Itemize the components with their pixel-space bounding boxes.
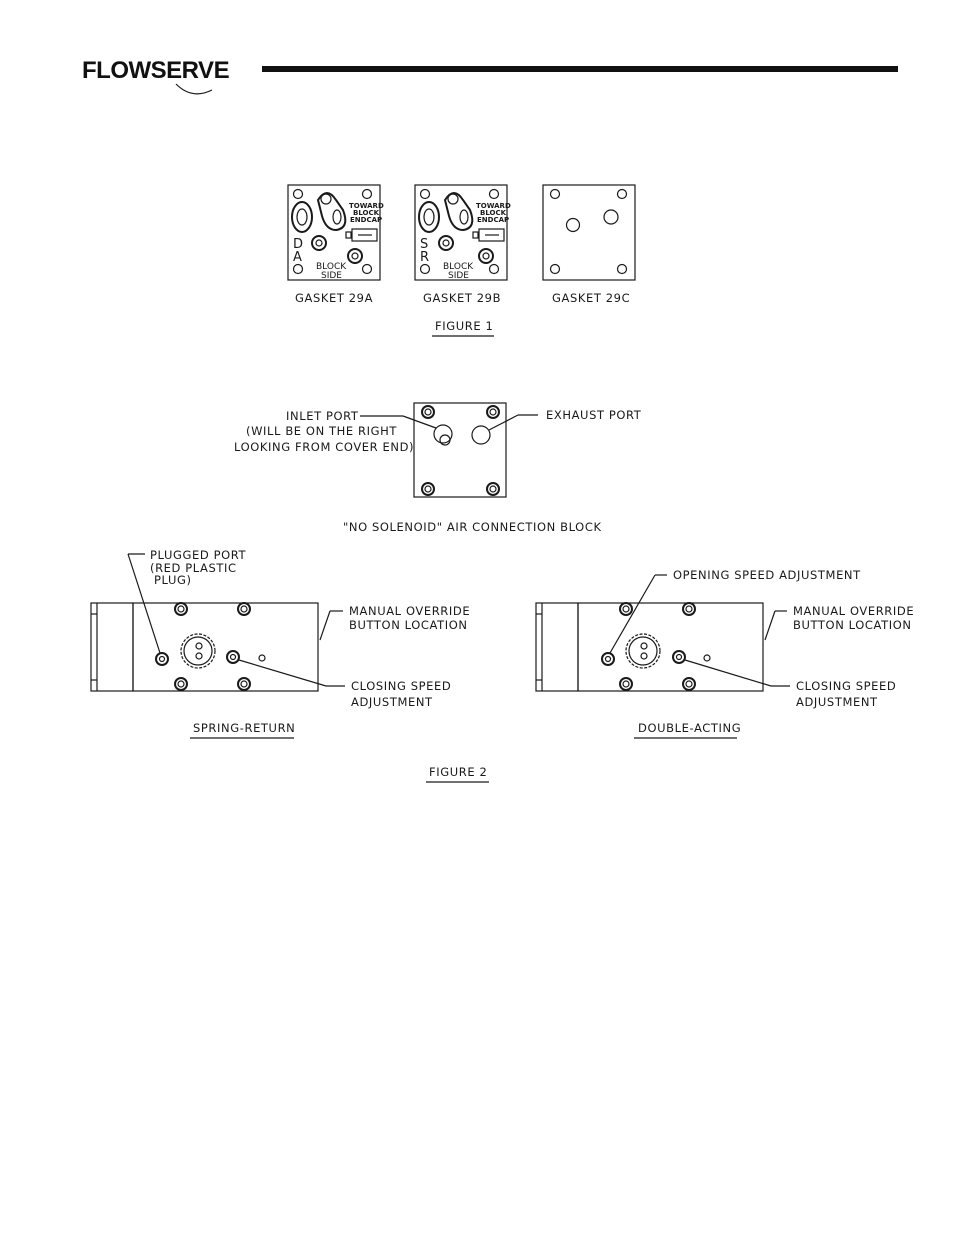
gasket-29a-letter-a: A: [293, 250, 302, 265]
gasket-29c: [543, 185, 635, 280]
gasket-29a-caption: GASKET 29A: [295, 291, 374, 305]
logo-swoosh: [176, 84, 212, 94]
gasket-29b-letter-s: S: [420, 237, 429, 252]
closing-speed-adjuster: [227, 651, 239, 663]
gasket-29b-toward-3: ENDCAP: [477, 216, 510, 224]
spring-return-body: [133, 603, 318, 691]
gasket-29a: [288, 185, 384, 281]
gasket-29b-toward-2: BLOCK: [480, 209, 507, 217]
flowserve-logo: [82, 57, 230, 94]
exhaust-port-label: EXHAUST PORT: [546, 408, 642, 422]
gasket-29b: [415, 185, 511, 281]
da-closing-speed-2: ADJUSTMENT: [796, 695, 878, 709]
sr-closing-speed-leader: [239, 660, 326, 686]
spring-return-block: [91, 603, 318, 691]
da-closing-speed-1: CLOSING SPEED: [796, 679, 897, 693]
gasket-29a-toward-1: TOWARD: [349, 202, 384, 210]
sr-manual-override-1: MANUAL OVERRIDE: [349, 604, 471, 618]
gasket-29b-block-side-2: SIDE: [448, 271, 469, 281]
plugged-port-note-2: PLUG): [154, 573, 192, 587]
gasket-29a-toward-2: BLOCK: [353, 209, 380, 217]
inlet-port-label: INLET PORT: [286, 409, 359, 423]
plugged-port-note-1: (RED PLASTIC: [150, 561, 237, 575]
opening-speed-adjuster: [602, 653, 614, 665]
gasket-29a-block-side-1: BLOCK: [316, 262, 347, 272]
gasket-29c-caption: GASKET 29C: [552, 291, 631, 305]
da-manual-override-2: BUTTON LOCATION: [793, 618, 912, 632]
no-solenoid-caption: "NO SOLENOID" AIR CONNECTION BLOCK: [343, 520, 602, 534]
gasket-29a-letter-d: D: [293, 237, 304, 252]
gasket-29b-caption: GASKET 29B: [423, 291, 502, 305]
da-manual-override-leader: [765, 611, 775, 640]
double-acting-block: [536, 603, 763, 691]
da-manual-override-1: MANUAL OVERRIDE: [793, 604, 915, 618]
inlet-port-note-2: LOOKING FROM COVER END): [234, 440, 415, 454]
gasket-29a-block-side-2: SIDE: [321, 271, 342, 281]
gasket-29b-block-side-1: BLOCK: [443, 262, 474, 272]
inlet-port: [434, 425, 452, 443]
no-solenoid-block: [414, 403, 506, 497]
exhaust-port: [472, 426, 490, 444]
sr-closing-speed-1: CLOSING SPEED: [351, 679, 452, 693]
plugged-port-label: PLUGGED PORT: [150, 548, 247, 562]
gasket-29b-letter-r: R: [420, 250, 430, 265]
figure-1-caption: FIGURE 1: [435, 319, 494, 333]
inlet-port-note-1: (WILL BE ON THE RIGHT: [246, 424, 397, 438]
plugged-port: [156, 653, 168, 665]
double-acting-caption: DOUBLE-ACTING: [638, 721, 742, 735]
double-acting-body: [578, 603, 763, 691]
spring-return-caption: SPRING-RETURN: [193, 721, 296, 735]
sr-manual-override-leader: [320, 611, 330, 640]
sr-manual-override-2: BUTTON LOCATION: [349, 618, 468, 632]
gasket-29c-outline: [543, 185, 635, 280]
opening-speed-label: OPENING SPEED ADJUSTMENT: [673, 568, 861, 582]
figure-2-caption: FIGURE 2: [429, 765, 488, 779]
logo-text: FLOWSERVE: [82, 57, 230, 84]
header-rule: [262, 66, 898, 72]
gasket-29b-toward-1: TOWARD: [476, 202, 511, 210]
gasket-29a-toward-3: ENDCAP: [350, 216, 383, 224]
da-closing-speed-adjuster: [673, 651, 685, 663]
da-closing-speed-leader: [685, 660, 771, 686]
sr-closing-speed-2: ADJUSTMENT: [351, 695, 433, 709]
